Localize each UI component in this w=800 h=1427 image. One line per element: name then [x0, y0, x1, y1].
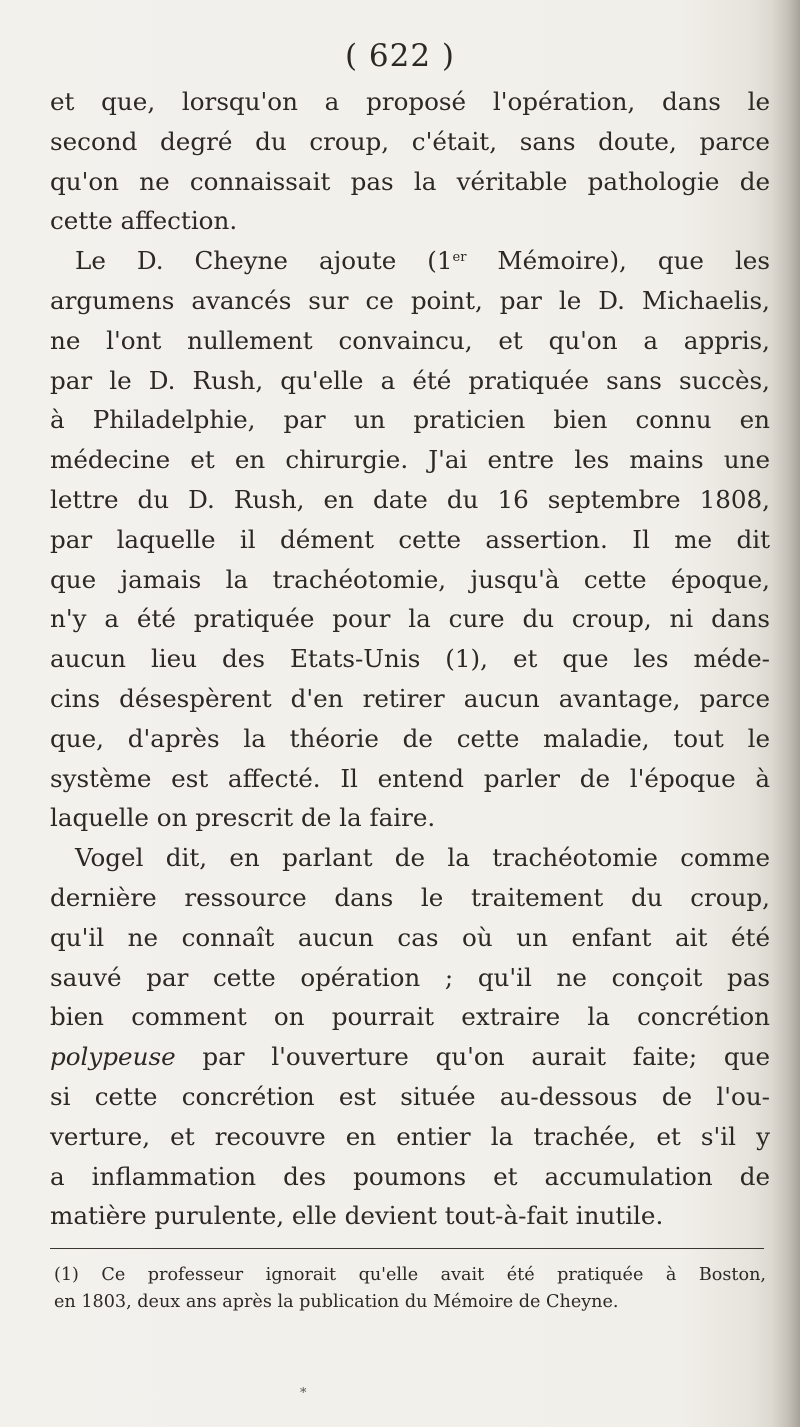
- text-line: système est affecté. Il entend parler de l'époque à: [50, 763, 770, 793]
- text-line: que jamais la trachéotomie, jusqu'à cette époque,: [50, 564, 770, 594]
- text-line: n'y a été pratiquée pour la cure du croup, ni dans: [50, 604, 770, 634]
- text-line: lettre du D. Rush, en date du 16 septembre 1808,: [50, 484, 770, 514]
- text-line: cette affection.: [50, 206, 238, 236]
- text-line: sauvé par cette opération ; qu'il ne conçoit pas: [50, 962, 770, 992]
- text-line: si cette concrétion est située au-dessous de l'ou-: [50, 1081, 770, 1111]
- footnote-line: (1) Ce professeur ignorait qu'elle avait été pratiquée à Boston,: [54, 1265, 766, 1285]
- footnote-rule: [50, 1248, 764, 1249]
- text-line: [50, 241, 770, 281]
- text-line: que, d'après la théorie de cette maladie, tout le: [50, 723, 770, 753]
- text-fragment: Le D. Cheyne ajoute (1: [75, 246, 453, 276]
- text-line: laquelle on prescrit de la faire.: [50, 803, 436, 833]
- page-edge-shadow: [772, 0, 800, 1427]
- text-line: ne l'ont nullement convaincu, et qu'on a appris,: [50, 325, 770, 355]
- text-line: qu'il ne connaît aucun cas où un enfant ait été: [50, 922, 770, 952]
- text-line: dernière ressource dans le traitement du croup,: [50, 882, 770, 912]
- text-line: par laquelle il dément cette assertion. Il me dit: [50, 524, 770, 554]
- text-fragment: Mémoire), que les: [466, 246, 770, 276]
- italic-term: polypeuse: [50, 1042, 176, 1072]
- text-line: [50, 1037, 770, 1077]
- text-line: matière purulente, elle devient tout-à-fait inutile.: [50, 1201, 664, 1231]
- text-line: argumens avancés sur ce point, par le D. Michaelis,: [50, 285, 770, 315]
- text-line: à Philadelphie, par un praticien bien connu en: [50, 405, 770, 435]
- text-line: a inflammation des poumons et accumulation de: [50, 1161, 770, 1191]
- text-line: et que, lorsqu'on a proposé l'opération, dans le: [50, 87, 770, 116]
- footnote-line: en 1803, deux ans après la publication du Mémoire de Cheyne.: [54, 1292, 619, 1312]
- text-line: verture, et recouvre en entier la trachée, et s'il y: [50, 1121, 770, 1151]
- body-text: [50, 82, 770, 1236]
- text-line: médecine et en chirurgie. J'ai entre les mains une: [50, 445, 770, 475]
- text-fragment: par l'ouverture qu'on aurait faite; que: [175, 1042, 770, 1072]
- page-number: ( 622 ): [344, 38, 456, 74]
- text-line: qu'on ne connaissait pas la véritable pathologie de: [50, 166, 770, 196]
- superscript: er: [452, 250, 467, 266]
- text-line: bien comment on pourrait extraire la concrétion: [50, 1002, 770, 1032]
- text-line: aucun lieu des Etats-Unis (1), et que les méde-: [50, 644, 770, 674]
- text-line: Vogel dit, en parlant de la trachéotomie comme: [75, 843, 770, 873]
- text-line: par le D. Rush, qu'elle a été pratiquée sans succès,: [50, 365, 770, 395]
- stray-mark: *: [300, 1386, 307, 1401]
- text-line: second degré du croup, c'était, sans doute, parce: [50, 126, 770, 156]
- text-line: cins désespèrent d'en retirer aucun avantage, parce: [50, 683, 770, 713]
- footnote: [54, 1262, 766, 1316]
